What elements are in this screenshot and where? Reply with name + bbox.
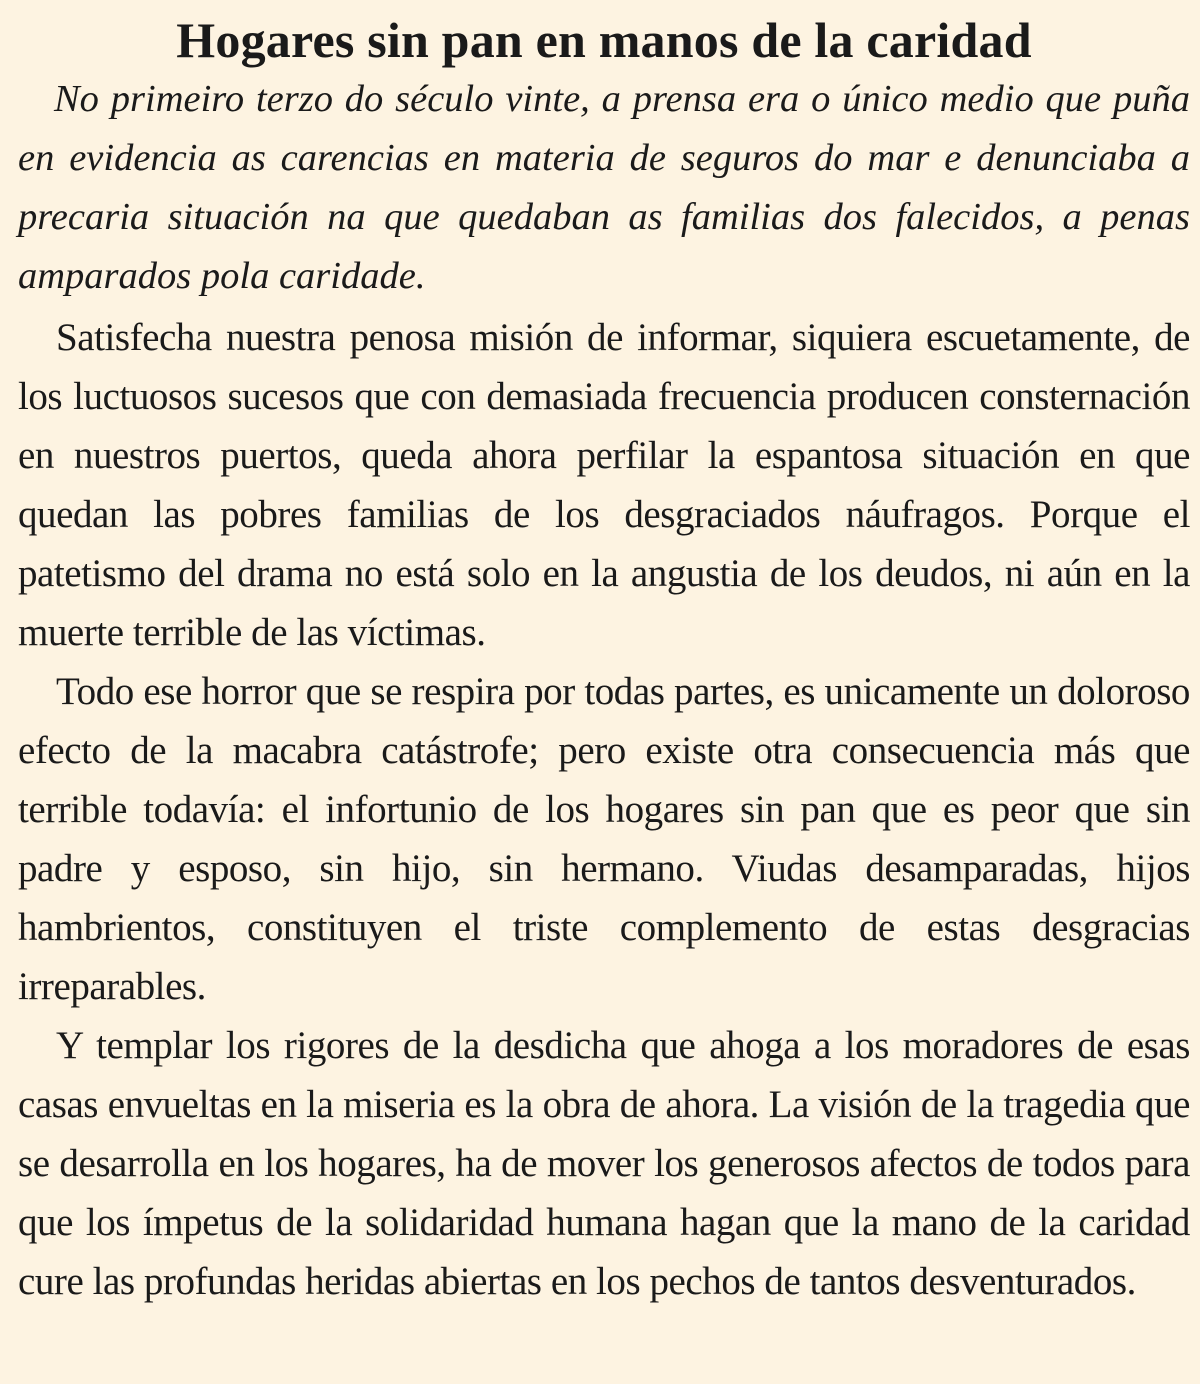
article-paragraph-1: Satisfecha nuestra penosa misión de informar, siquiera escuetamente, de los luctuosos sucesos que con demasiada frecuencia producen consternación en nuestros puertos, queda ahora perfilar la espantosa situación en que quedan las pobres familias de los desgraciados náufragos. Porque el patetismo del drama no está solo en la angustia de los deudos, ni aún en la muerte terrible de las víctimas. [18,316,1190,654]
article-intro: No primeiro terzo do século vinte, a prensa era o único medio que puña en evidencia as carencias en materia de seguros do mar e denunciaba a precaria situación na que quedaban as familias dos falecidos, a penas amparados pola caridade. [18,78,1190,297]
article-title: Hogares sin pan en manos de la caridad [176,12,1032,68]
article-paragraph-2: Todo ese horror que se respira por todas partes, es unicamente un doloroso efecto de la macabra catástrofe; pero existe otra consecuencia más que terrible todavía: el infortunio de los hogares sin pan que es peor que sin padre y esposo, sin hijo, sin hermano. Viudas desamparadas, hijos hambrientos, constituyen el triste complemento de estas desgracias irreparables. [18,670,1190,1008]
article-paragraph-3: Y templar los rigores de la desdicha que ahoga a los moradores de esas casas envueltas en la miseria es la obra de ahora. La visión de la tragedia que se desarrolla en los hogares, ha de mover los generosos afectos de todos para que los ímpetus de la solidaridad humana hagan que la mano de la caridad cure las profundas heridas abiertas en los pechos de tantos desventurados. [18,1024,1190,1303]
